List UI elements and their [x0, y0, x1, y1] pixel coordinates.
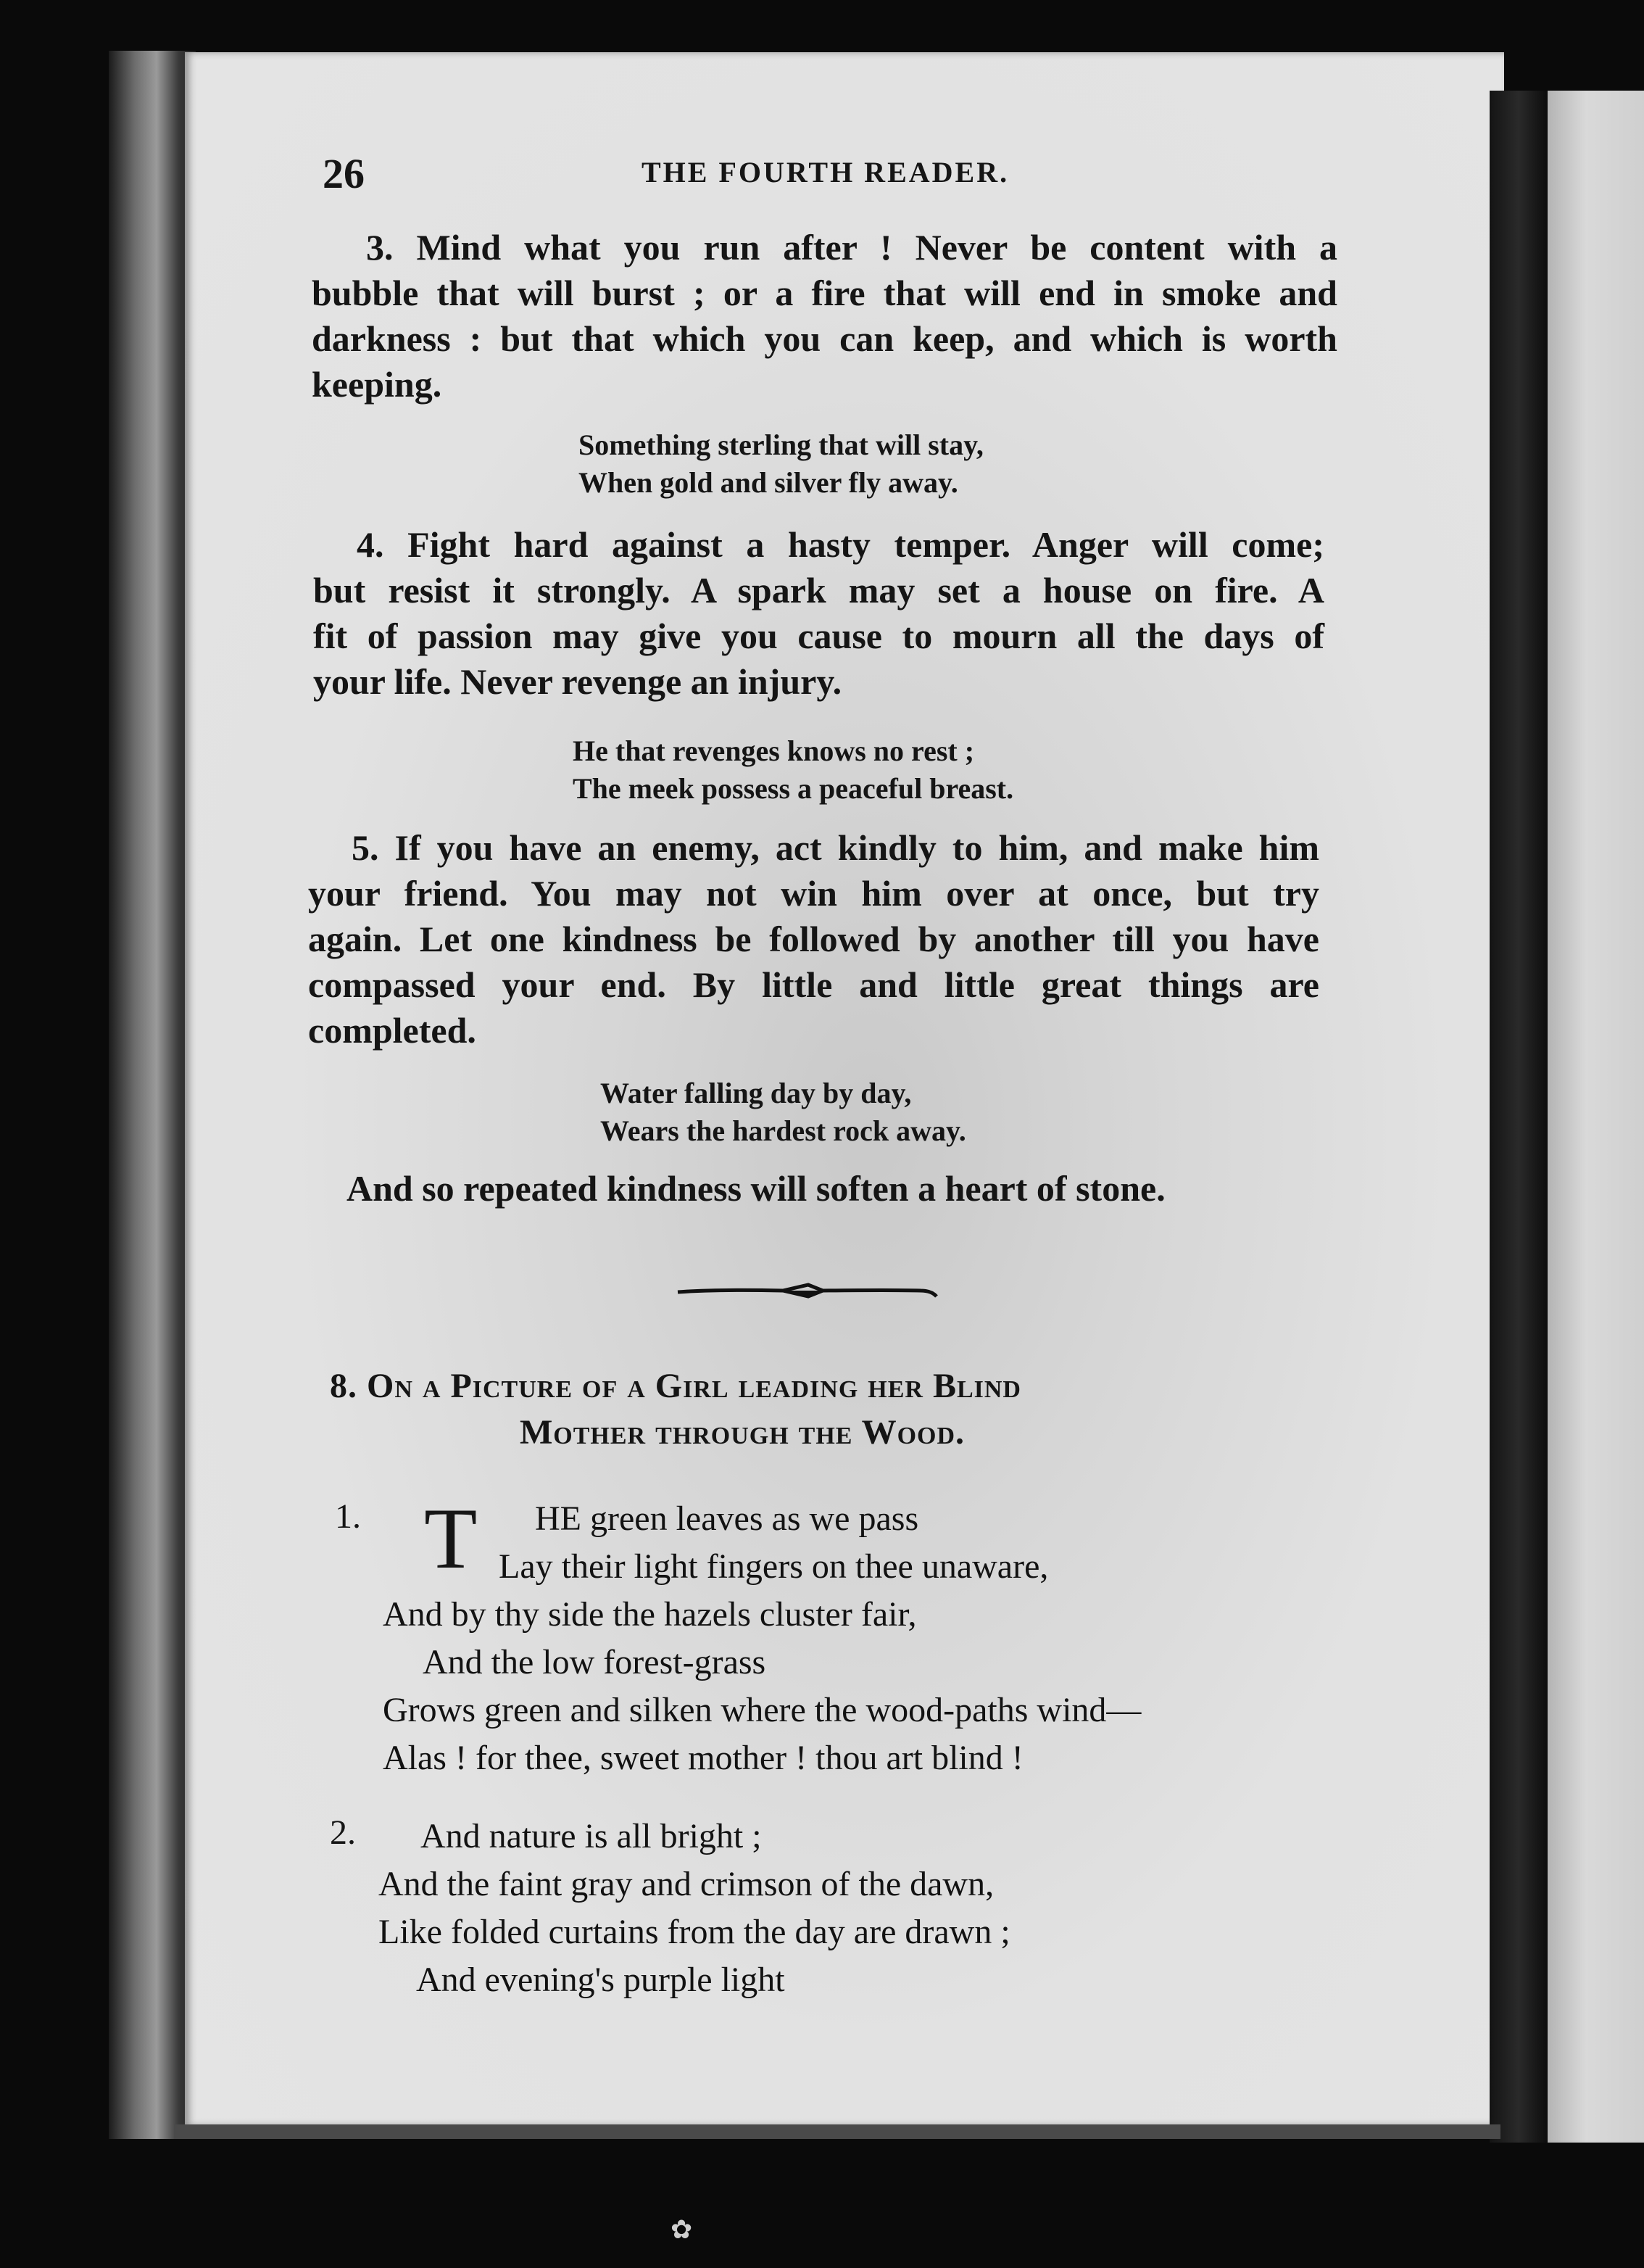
- couplet-3: [600, 1075, 966, 1150]
- couplet-line: He that revenges knows no rest ;: [573, 734, 975, 767]
- poem-line: HE green leaves as we pass: [535, 1499, 919, 1538]
- paragraph-3: [312, 225, 1337, 407]
- page-gutter-shadow: [1490, 91, 1548, 2143]
- poem-line: And the low forest-grass: [423, 1643, 766, 1681]
- paragraph-line: but resist it strongly. A spark may set a house on fire. A: [313, 570, 1324, 611]
- paragraph-line: completed.: [308, 1010, 476, 1051]
- paragraph-4: [313, 522, 1324, 705]
- poem-stanza-1: [383, 1490, 1142, 1782]
- page-bottom-edge: [174, 2124, 1500, 2139]
- stanza-number: 2.: [330, 1813, 356, 1852]
- page-number: 26: [323, 150, 365, 197]
- paragraph-line: keeping.: [312, 364, 442, 405]
- lesson-heading: [330, 1363, 1330, 1456]
- stanza-number: 1.: [335, 1497, 361, 1536]
- paragraph-line: fit of passion may give you cause to mourn all the days of: [313, 616, 1324, 656]
- paragraph-line: your life. Never revenge an injury.: [313, 661, 842, 702]
- lesson-heading-line: 8. On a Picture of a Girl leading her Blind: [330, 1367, 1021, 1405]
- couplet-line: Something sterling that will stay,: [578, 429, 984, 461]
- paragraph-5: [308, 825, 1319, 1054]
- paragraph-line: your friend. You may not win him over at once, but try: [308, 873, 1319, 914]
- couplet-line: The meek possess a peaceful breast.: [573, 772, 1014, 805]
- paragraph-line: 3. Mind what you run after ! Never be content with a: [366, 227, 1337, 268]
- couplet-line: Wears the hardest rock away.: [600, 1114, 966, 1147]
- poem-line: And by thy side the hazels cluster fair,: [383, 1595, 917, 1634]
- adjacent-page-edge: [1548, 91, 1644, 2143]
- paragraph-line: 5. If you have an enemy, act kindly to him, and make him: [352, 827, 1319, 868]
- poem-line: Like folded curtains from the day are drawn ;: [378, 1913, 1010, 1951]
- paragraph-line: 4. Fight hard against a hasty temper. Anger will come;: [357, 524, 1324, 565]
- ornamental-divider: [674, 1280, 942, 1302]
- poem-line: Lay their light fingers on thee unaware,: [499, 1547, 1049, 1586]
- poem-line: Alas ! for thee, sweet mother ! thou art blind !: [383, 1739, 1024, 1777]
- paragraph-line: bubble that will burst ; or a fire that will end in smoke and: [312, 273, 1337, 313]
- book-title: THE FOURTH READER.: [642, 156, 1010, 189]
- couplet-line: Water falling day by day,: [600, 1077, 912, 1109]
- poem-line: Grows green and silken where the wood-paths wind—: [383, 1691, 1142, 1729]
- running-head: [323, 149, 1323, 200]
- poem-line: And evening's purple light: [416, 1961, 785, 1999]
- paragraph-line: darkness : but that which you can keep, and which is worth: [312, 318, 1337, 359]
- couplet-2: [573, 732, 1013, 808]
- couplet-1: [578, 426, 984, 502]
- paragraph-line: compassed your end. By little and little great things are: [308, 964, 1319, 1005]
- lesson-heading-line: Mother through the Wood.: [520, 1413, 966, 1452]
- poem-line: And nature is all bright ;: [420, 1817, 762, 1855]
- closing-line: And so repeated kindness will soften a heart of stone.: [346, 1168, 1166, 1209]
- book-binding-edge: [109, 51, 196, 2139]
- poem-line: And the faint gray and crimson of the dawn,: [378, 1865, 995, 1903]
- drop-cap: T: [424, 1490, 478, 1586]
- scan-smudge-icon: ✿: [671, 2215, 693, 2245]
- paragraph-line: again. Let one kindness be followed by another till you have: [308, 919, 1319, 959]
- poem-stanza-2: [378, 1813, 1010, 2004]
- couplet-line: When gold and silver fly away.: [578, 466, 958, 499]
